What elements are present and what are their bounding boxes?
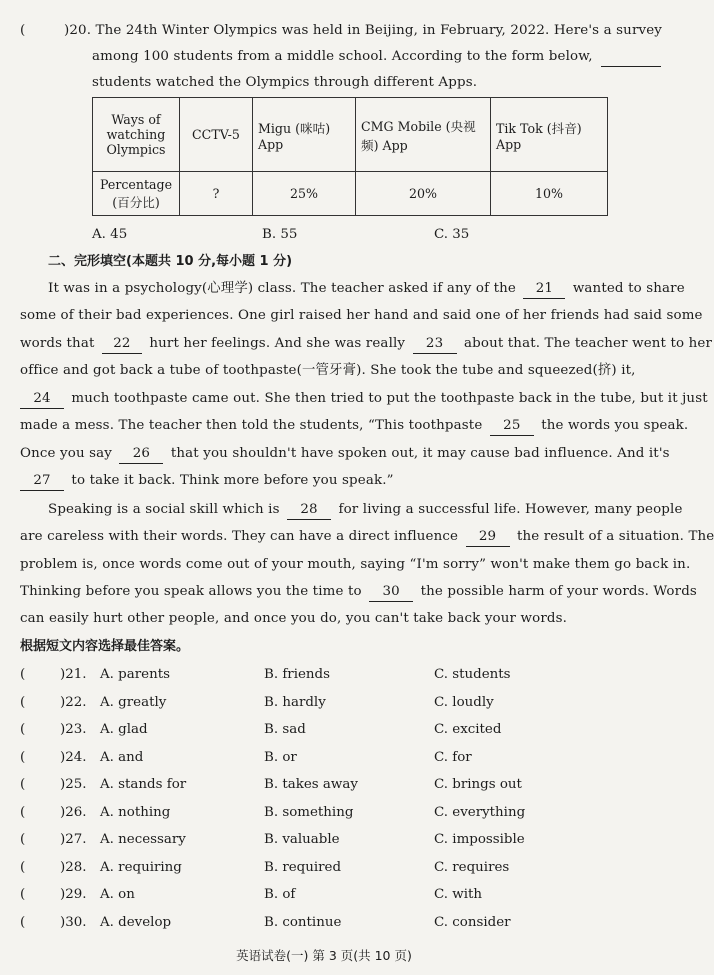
paren: ( [20, 722, 26, 737]
blank-26[interactable]: 26 [119, 445, 163, 464]
passage-text: much toothpaste came out. She then tried to put the toothpaste back in the tube, but it just [71, 391, 708, 406]
paren: ( [20, 805, 26, 820]
option-b[interactable]: B. required [264, 860, 342, 875]
choice-row-27 [20, 831, 620, 849]
option-c[interactable]: C. students [434, 667, 511, 682]
option-a[interactable]: A. stands for [100, 777, 187, 792]
q20-line3: students watched the Olympics through different Apps. [92, 75, 478, 90]
question-number: )27. [60, 832, 87, 847]
blank-29[interactable]: 29 [466, 528, 510, 547]
option-c[interactable]: C. with [434, 887, 483, 902]
passage-text: the words you speak. [541, 418, 689, 433]
blank-28[interactable]: 28 [287, 501, 331, 520]
passage-text: wanted to share [572, 281, 685, 296]
passage-line [20, 417, 688, 436]
survey-cell-cmg: 20% [356, 172, 491, 216]
survey-header-cell: Migu (咪咕) App [253, 98, 356, 172]
survey-cell-migu: 25% [253, 172, 356, 216]
section2-heading: 二、完形填空(本题共 10 分,每小题 1 分) [48, 254, 293, 269]
choice-row-25 [20, 776, 620, 794]
option-b[interactable]: B. sad [264, 722, 306, 737]
passage-line [20, 335, 712, 354]
question-number: )24. [60, 750, 87, 765]
q20-answer-blank[interactable] [601, 48, 661, 67]
passage-line: can easily hurt other people, and once you do, you can't take back your words. [20, 611, 568, 626]
survey-header-cell: Tik Tok (抖音) App [491, 98, 608, 172]
option-c[interactable]: C. for [434, 750, 472, 765]
q20-option-b[interactable]: B. 55 [262, 227, 298, 242]
passage-text: to take it back. Think more before you speak.” [71, 473, 394, 488]
passage-line [20, 583, 697, 602]
option-b[interactable]: B. friends [264, 667, 330, 682]
passage-text: Once you say [20, 446, 113, 461]
passage-text: the possible harm of your words. Words [420, 584, 697, 599]
choice-row-21 [20, 666, 620, 684]
passage-text: Speaking is a social skill which is [48, 502, 280, 517]
q20-option-a[interactable]: A. 45 [92, 227, 128, 242]
passage-line: problem is, once words come out of your mouth, saying “I'm sorry” won't make them go back in. [20, 557, 691, 572]
paren: ( [20, 777, 26, 792]
option-c[interactable]: C. consider [434, 915, 511, 930]
blank-30[interactable]: 30 [369, 583, 413, 602]
passage-text: are careless with their words. They can have a direct influence [20, 529, 459, 544]
passage-line: some of their bad experiences. One girl raised her hand and said one of her friends had said some [20, 308, 703, 323]
option-b[interactable]: B. takes away [264, 777, 358, 792]
option-a[interactable]: A. parents [100, 667, 170, 682]
page-footer: 英语试卷(一) 第 3 页(共 10 页) [236, 948, 412, 963]
passage-line [48, 501, 683, 520]
blank-23[interactable]: 23 [413, 335, 457, 354]
passage-text: for living a successful life. However, many people [338, 502, 683, 517]
option-a[interactable]: A. nothing [100, 805, 171, 820]
choice-row-26 [20, 804, 620, 822]
option-b[interactable]: B. hardly [264, 695, 326, 710]
question-number: )29. [60, 887, 87, 902]
question-number: )26. [60, 805, 87, 820]
choice-row-23 [20, 721, 620, 739]
option-a[interactable]: A. greatly [100, 695, 167, 710]
option-c[interactable]: C. impossible [434, 832, 525, 847]
survey-cell-tiktok: 10% [491, 172, 608, 216]
passage-text: words that [20, 336, 95, 351]
question-number: )25. [60, 777, 87, 792]
paren: ( [20, 887, 26, 902]
blank-27[interactable]: 27 [20, 472, 64, 491]
passage-line [20, 445, 670, 464]
passage-text: that you shouldn't have spoken out, it may cause bad influence. And it's [170, 446, 670, 461]
question-number: )21. [60, 667, 87, 682]
option-a[interactable]: A. develop [100, 915, 172, 930]
option-b[interactable]: B. of [264, 887, 296, 902]
choice-row-28 [20, 859, 620, 877]
blank-22[interactable]: 22 [102, 335, 142, 354]
question-number: )30. [60, 915, 87, 930]
passage-text: made a mess. The teacher then told the students, “This toothpaste [20, 418, 483, 433]
survey-header-row [93, 98, 608, 172]
option-c[interactable]: C. everything [434, 805, 526, 820]
question-number: )22. [60, 695, 87, 710]
paren: ( [20, 667, 26, 682]
q20-line2 [92, 48, 661, 67]
paren: ( [20, 860, 26, 875]
option-a[interactable]: A. on [100, 887, 135, 902]
passage-text: the result of a situation. The [516, 529, 714, 544]
choice-row-22 [20, 694, 620, 712]
passage-line [20, 472, 394, 491]
survey-header-cell: CMG Mobile (央视频) App [356, 98, 491, 172]
q20-option-c[interactable]: C. 35 [434, 227, 470, 242]
survey-data-row [93, 172, 608, 216]
question-number: )28. [60, 860, 87, 875]
option-a[interactable]: A. and [100, 750, 144, 765]
option-c[interactable]: C. loudly [434, 695, 494, 710]
q20-line1: )20. The 24th Winter Olympics was held in Beijing, in February, 2022. Here's a survey [64, 23, 662, 38]
survey-header-cell: CCTV-5 [180, 98, 253, 172]
q20-paren: ( [20, 23, 26, 38]
survey-header-cell: Ways of watching Olympics [93, 98, 180, 172]
passage-line [20, 390, 708, 409]
option-b[interactable]: B. something [264, 805, 354, 820]
option-c[interactable]: C. brings out [434, 777, 522, 792]
paren: ( [20, 695, 26, 710]
option-b[interactable]: B. or [264, 750, 297, 765]
option-c[interactable]: C. requires [434, 860, 510, 875]
passage-text: hurt her feelings. And she was really [149, 336, 406, 351]
choice-row-24 [20, 749, 620, 767]
blank-21[interactable]: 21 [523, 280, 565, 299]
paren: ( [20, 832, 26, 847]
blank-25[interactable]: 25 [490, 417, 534, 436]
paren: ( [20, 915, 26, 930]
survey-table [92, 97, 608, 216]
blank-24[interactable]: 24 [20, 390, 64, 409]
passage-line: office and got back a tube of toothpaste(一管牙膏). She took the tube and squeezed(挤) it, [20, 363, 636, 378]
survey-row-label: Percentage (百分比) [93, 172, 180, 216]
option-b[interactable]: B. valuable [264, 832, 340, 847]
passage-text: about that. The teacher went to her [464, 336, 713, 351]
instruction: 根据短文内容选择最佳答案。 [20, 639, 190, 654]
option-a[interactable]: A. requiring [100, 860, 182, 875]
option-b[interactable]: B. continue [264, 915, 342, 930]
passage-line [20, 528, 714, 547]
passage-line [48, 280, 685, 299]
choice-row-29 [20, 886, 620, 904]
paren: ( [20, 750, 26, 765]
passage-text: Thinking before you speak allows you the time to [20, 584, 362, 599]
question-number: )23. [60, 722, 87, 737]
survey-cell-cctv5: ? [180, 172, 253, 216]
option-a[interactable]: A. necessary [100, 832, 186, 847]
passage-text: It was in a psychology(心理学) class. The teacher asked if any of the [48, 281, 516, 296]
q20-line2-text: among 100 students from a middle school. According to the form below, [92, 49, 593, 64]
option-c[interactable]: C. excited [434, 722, 502, 737]
choice-row-30 [20, 914, 620, 932]
option-a[interactable]: A. glad [100, 722, 148, 737]
